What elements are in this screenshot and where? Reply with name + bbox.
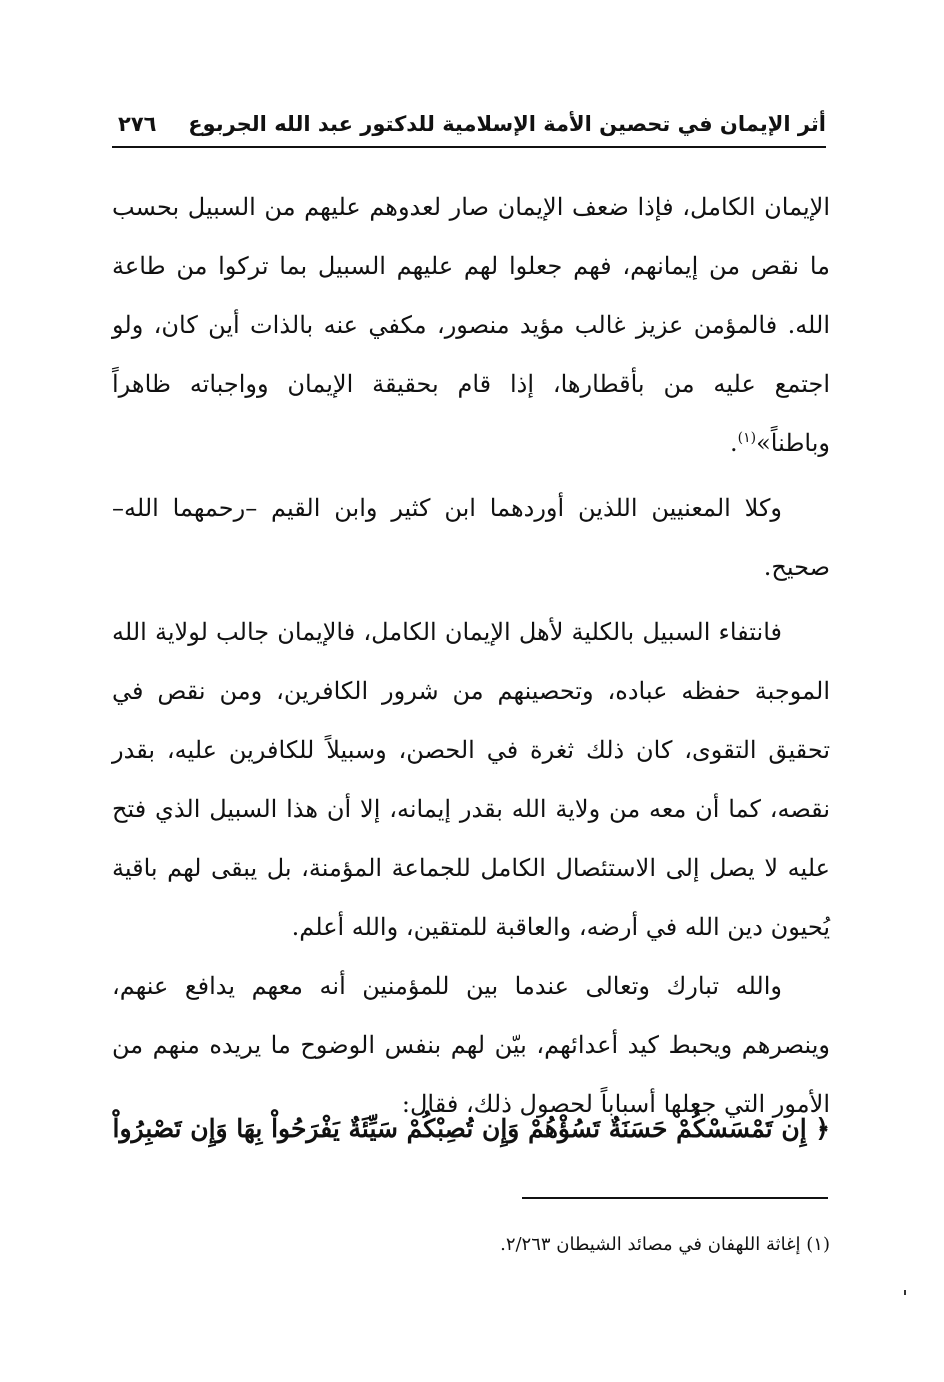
- paragraph-1: [112, 178, 830, 473]
- main-text: [112, 178, 830, 1134]
- header-divider: [112, 146, 826, 148]
- scan-speck: [904, 1290, 906, 1295]
- page-number: ٢٧٦: [118, 112, 157, 136]
- page-header: [118, 104, 826, 144]
- paragraph-1-text: الإيمان الكامل، فإذا ضعف الإيمان صار لعدوهم عليهم من السبيل بحسب ما نقص من إيمانهم، فهم جعلوا لهم عليهم السبيل بما تركوا من طاعة الله. فالمؤمن عزيز غالب مؤيد منصور، مكفي عنه بالذات أين كان، ولو اجتمع عليه من بأقطارها، إذا قام بحقيقة الإيمان وواجباته ظاهراً وباطناً»: [112, 193, 830, 457]
- paragraph-1-end: .: [729, 429, 738, 457]
- paragraph-2: وكلا المعنيين اللذين أوردهما ابن كثير وابن القيم –رحمهما الله– صحيح.: [112, 494, 830, 581]
- footnote: (١) إغاثة اللهفان في مصائد الشيطان ٢/٢٦٣.: [500, 1234, 830, 1255]
- footnote-divider: [522, 1197, 828, 1199]
- quran-verse-line: ﴿ إِن تَمْسَسْكُمْ حَسَنَةٌ تَسُؤْهُمْ وَإِن تُصِبْكُمْ سَيِّئَةٌ يَفْرَحُواْ بِهَا وَإِن تَصْبِرُواْ: [112, 1114, 830, 1143]
- paragraph-3: فانتفاء السبيل بالكلية لأهل الإيمان الكامل، فالإيمان جالب لولاية الله الموجبة حفظه عباده، وتحصينهم من شرور الكافرين، ومن نقص في تحقيق التقوى، كان ذلك ثغرة في الحصن، وسبيلاً للكافرين عليه، بقدر نقصه، كما أن معه من ولاية الله بقدر إيمانه، إلا أن هذا السبيل الذي فتح عليه لا يصل إلى الاستئصال الكامل للجماعة المؤمنة، بل يبقى لهم باقية يُحيون دين الله في أرضه، والعاقبة للمتقين، والله أعلم.: [112, 618, 830, 941]
- footnote-reference: (١): [737, 430, 757, 446]
- paragraph-4: والله تبارك وتعالى عندما بين للمؤمنين أنه معهم يدافع عنهم، وينصرهم ويحبط كيد أعدائهم، بيّن لهم بنفس الوضوح ما يريده منهم من الأمور التي جعلها أسباباً لحصول ذلك، فقال:: [112, 972, 830, 1118]
- running-title: أثر الإيمان في تحصين الأمة الإسلامية للدكتور عبد الله الجربوع: [188, 112, 826, 136]
